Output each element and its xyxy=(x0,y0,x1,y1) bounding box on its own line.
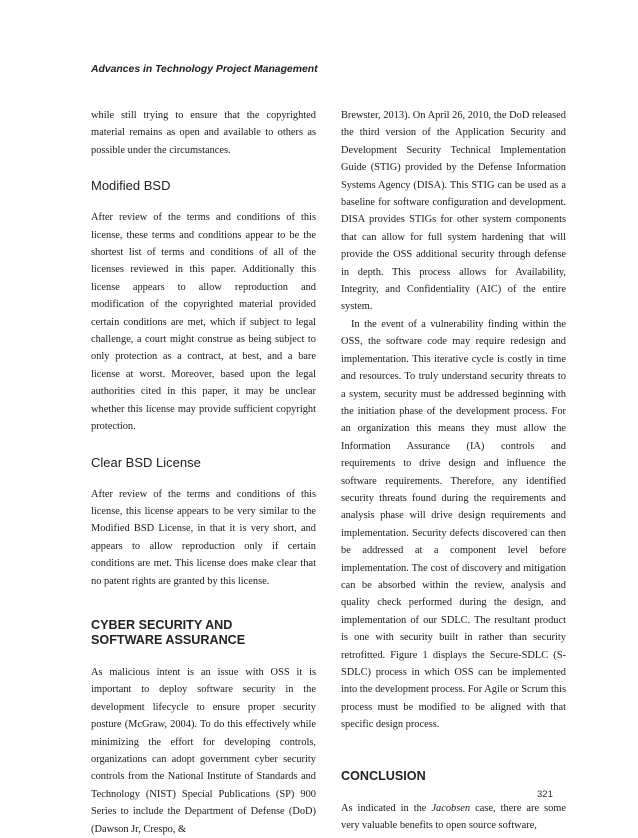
conclusion-text-before: As indicated in the xyxy=(341,802,432,814)
case-name-jacobsen: Jacobsen xyxy=(431,802,471,814)
right-column xyxy=(341,107,566,834)
paragraph-clear-bsd: After review of the terms and conditions of this license, this license appears to be very similar to the Modified BSD License, in that it is very short, and appears to allow reproduction only if certain conditions are met. This license does make clear that no patent rights are granted by this license. xyxy=(91,488,316,587)
paragraph-intro: while still trying to ensure that the copyrighted material remains as open and available to others as possible under the circumstances. xyxy=(91,110,316,156)
heading-conclusion: CONCLUSION xyxy=(341,768,426,783)
page-number: 321 xyxy=(537,789,553,800)
paragraph-conclusion xyxy=(341,800,566,835)
heading-modified-bsd: Modified BSD xyxy=(91,178,171,194)
paragraph-cyber-security: As malicious intent is an issue with OSS it is important to deploy software security in the development lifecycle to ensure proper security posture (McGraw, 2004). To do this effectively while minimizing the effort for developing controls, organizations can adopt government cyber security controls from the National Institute of Standards and Technology (NIST) Special Publications (SP) 900 Series to include the Department of Defense (DoD) (Dawson Jr, Crespo, & xyxy=(91,666,316,835)
heading-cyber-line2: SOFTWARE ASSURANCE xyxy=(91,632,246,647)
conclusion-text-after: case, there are some very valuable benefits to open source software, xyxy=(341,802,566,832)
paragraph-modified-bsd: After review of the terms and conditions of this license, these terms and conditions appear to be the shortest list of terms and conditions of all of the licenses reviewed in this paper. Additionally this license appears to allow reproduction and modification of the copyrighted material provided certain conditions are met, which if subject to legal challenge, a court might construe as being subject to only protection as a contract, at best, and a bare license at worst. Moreover, based upon the legal authorities cited in this paper, it may be unclear whether this license may provide sufficient copyright protection. xyxy=(91,212,316,433)
left-column xyxy=(91,107,316,838)
heading-clear-bsd: Clear BSD License xyxy=(91,454,201,470)
running-header: Advances in Technology Project Management xyxy=(91,64,318,75)
heading-cyber-line1: CYBER SECURITY AND xyxy=(91,617,233,632)
paragraph-stig: Brewster, 2013). On April 26, 2010, the DoD released the third version of the Application Security and Development Security Technical Implementation Guide (STIG) provided by the Defense Information Systems Agency (DISA). This STIG can be used as a baseline for software configuration and development. DISA provides STIGs for other system components that can allow for full system hardening that will provide the OSS additional security through defense in depth. This process allows for Availability, Integrity, and Confidentiality (AIC) of the entire system. xyxy=(341,110,566,313)
heading-cyber-security xyxy=(91,618,316,648)
paragraph-vulnerability: In the event of a vulnerability finding within the OSS, the software code may require redesign and implementation. This iterative cycle is costly in time and resources. To truly understand security threats to a system, security must be addressed beginning with the initiation phase of the development process. For an organization this means they must allow the Information Assurance (IA) controls and requirements to drive design and influence the software requirements. Therefore, any identified security threats found during the requirements and analysis phase will drive design requirements and implementation. Security defects discovered can then be addressed at a component level before implementation. The cost of discovery and mitigation can be absorbed within the review, analysis and quality check performed during the design, and implementation of our SDLC. The resultant product is one with security built in rather than security retrofitted. Figure 1 displays the Secure-SDLC (S-SDLC) process in which OSS can be implemented into the development process. For Agile or Scrum this process must be modified to be aligned with that specific design process. xyxy=(341,318,566,731)
